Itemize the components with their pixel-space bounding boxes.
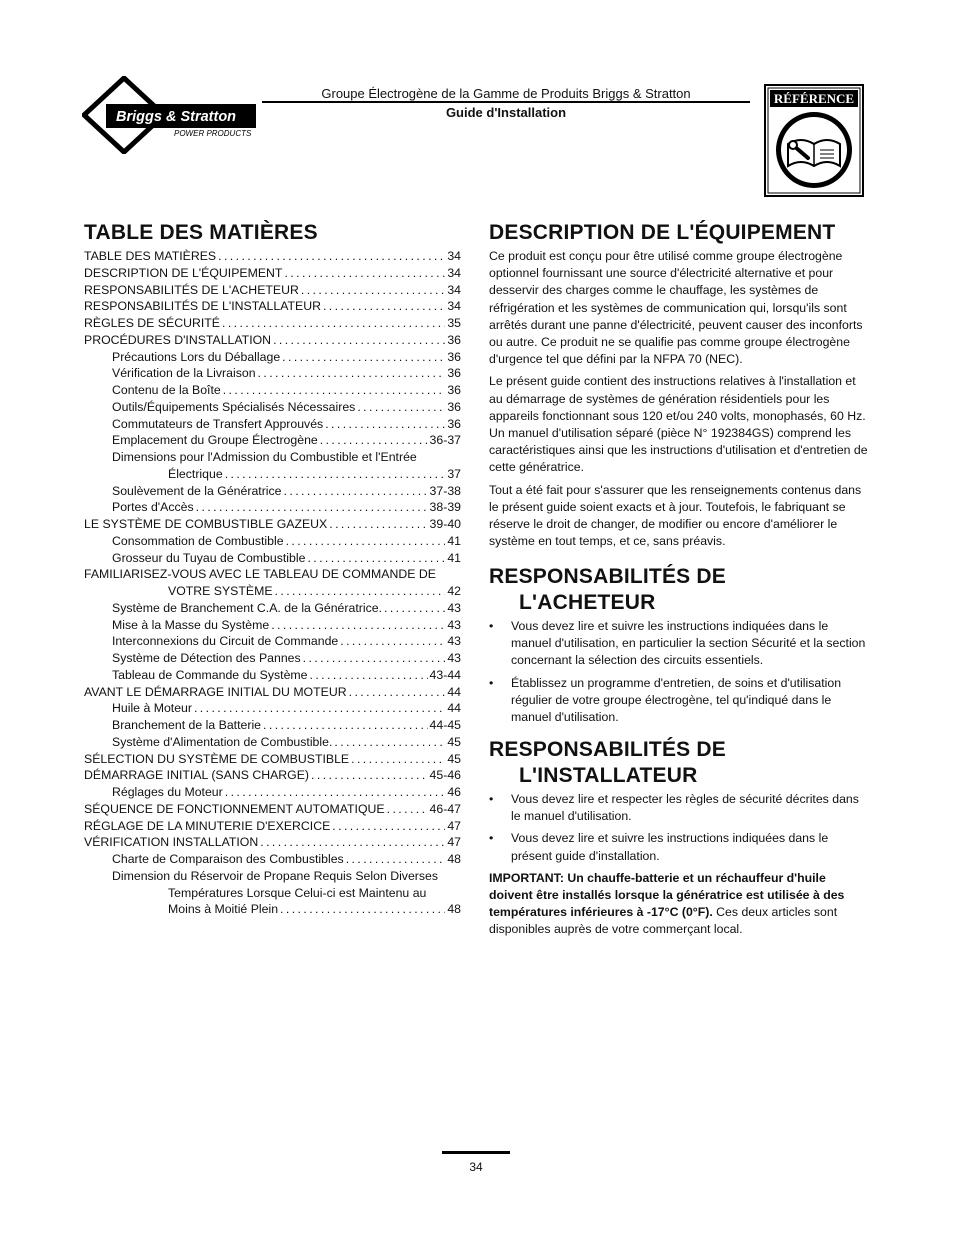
page-number: 34 [469,1160,483,1174]
toc-entry [84,734,461,751]
toc-entry [84,717,461,734]
toc-dot-leader [351,751,445,768]
toc-entry-page: 36 [447,349,461,364]
toc-entry-label: Branchement de la Batterie [112,718,262,732]
installer-bullet: • Vous devez lire et suivre les instructions indiquées dans le présent guide d'installation. [489,830,871,864]
toc-entry-page: 34 [447,249,461,263]
toc-entry-label: RÉGLAGE DE LA MINUTERIE D'EXERCICE [84,818,331,833]
toc-entry-page: 43 [447,651,461,665]
toc-entry-page: 36 [447,399,461,414]
toc-dot-leader [387,801,428,818]
toc-entry-label: SÉQUENCE DE FONCTIONNEMENT AUTOMATIQUE [84,801,385,816]
description-heading: DESCRIPTION DE L'ÉQUIPEMENT [489,221,836,244]
toc-dot-leader [260,834,445,851]
toc-entry [84,483,461,500]
toc-entry [84,365,461,382]
toc-entry-label: VÉRIFICATION INSTALLATION [84,835,259,850]
toc-entry-label: Vérification de la Livraison [112,366,256,381]
toc-entry-page: 35 [447,316,461,330]
toc-dot-leader [284,483,428,500]
toc-dot-leader [271,617,445,634]
toc-entry-page: 43 [447,600,461,615]
toc-entry [84,449,461,466]
toc-entry [84,499,461,516]
toc-dot-leader [320,432,428,449]
toc-entry-page: 36 [447,366,461,381]
toc-entry [84,566,461,583]
description-paragraph: Le présent guide contient des instructions relatives à l'installation et au démarrage de systèmes de génération résidentiels pour les appareils fonctionnant sous 120 et/ou 240 volts, monophasés, 60 Hz. Un manuel d'utilisation séparé (pièce N° 192384GS) comprend les caractéristiques ainsi que les instructions d'utilisation et d'entretien de cette génératrice. [489,374,868,475]
toc-entry-label: LE SYSTÈME DE COMBUSTIBLE GAZEUX [84,517,328,531]
toc-entry-page: 36 [447,416,461,431]
toc-entry-label: Dimension du Réservoir de Propane Requis Selon Diverses [112,868,439,883]
description-body [489,248,871,555]
toc-dot-leader [323,298,445,315]
toc-dot-leader [218,248,445,265]
buyer-heading-line2: L'ACHETEUR [519,591,656,614]
important-note [489,870,871,939]
header-subtitle: Guide d'Installation [445,105,567,120]
toc-entry-page: 36 [447,383,461,397]
toc-dot-leader [263,717,428,734]
buyer-body [489,618,871,731]
logo-tagline-text: POWER PRODUCTS [174,129,252,138]
toc-entry [84,751,461,768]
toc-entry-label: Emplacement du Groupe Électrogène [112,433,318,448]
toc-entry-label: Soulèvement de la Génératrice [112,483,282,498]
header-divider [262,101,750,103]
toc-entry [84,332,461,349]
toc-entry-label: Dimensions pour l'Admission du Combustible et l'Entrée [112,450,417,464]
table-of-contents [84,248,461,918]
toc-entry-label: Système d'Alimentation de Combustible. [112,734,333,749]
toc-heading: TABLE DES MATIÈRES [84,221,318,244]
toc-entry [84,868,461,885]
buyer-heading-line1: RESPONSABILITÉS DE [489,565,726,588]
toc-dot-leader [384,600,445,617]
toc-entry [84,784,461,801]
toc-entry-page: 38-39 [429,500,461,515]
toc-entry-page: 46-47 [429,801,461,816]
toc-entry [84,265,461,282]
toc-dot-leader [282,349,445,366]
toc-entry-page: 46 [447,785,461,799]
toc-entry [84,700,461,717]
toc-entry-label: Électrique [168,466,223,481]
toc-dot-leader [307,550,445,567]
toc-entry-label: Grosseur du Tuyau de Combustible [112,550,306,565]
toc-entry-page: 34 [447,299,461,314]
toc-dot-leader [349,684,446,701]
toc-entry-label: Moins à Moitié Plein [168,902,279,917]
toc-entry [84,633,461,650]
toc-entry-page: 44 [447,684,461,699]
toc-dot-leader [329,516,427,533]
toc-entry-label: DESCRIPTION DE L'ÉQUIPEMENT [84,265,283,280]
toc-entry-page: 43 [447,634,461,649]
toc-dot-leader [301,282,445,299]
toc-entry [84,533,461,550]
installer-heading [489,737,726,789]
toc-dot-leader [357,399,445,416]
toc-entry [84,617,461,634]
description-paragraph: Tout a été fait pour s'assurer que les renseignements contenus dans le présent guide soient exacts et à jour. Toutefois, le fabriquant se réserve le droit de changer, de modifier ou encore d'améliorer le système en tout temps, et ce, sans préavis. [489,482,862,549]
toc-entry [84,282,461,299]
toc-entry-page: 45 [447,734,461,749]
toc-entry [84,399,461,416]
toc-entry [84,516,461,533]
toc-dot-leader [310,667,428,684]
toc-entry-label: Système de Branchement C.A. de la Génératrice. [112,600,382,615]
important-note-bold: IMPORTANT: Un chauffe-batterie et un réchauffeur d'huile doivent être installés lorsque la génératrice est utilisée à des températures inférieures à -17°C (0°F). [489,870,845,920]
reference-label: RÉFÉRENCE [773,91,855,106]
toc-dot-leader [346,851,446,868]
toc-entry-label: PROCÉDURES D'INSTALLATION [84,332,272,347]
toc-dot-leader [280,901,445,918]
toc-dot-leader [194,700,445,717]
toc-entry-label: RÈGLES DE SÉCURITÉ [84,316,220,330]
toc-dot-leader [196,499,428,516]
toc-dot-leader [273,332,445,349]
toc-entry-page: 41 [447,533,461,548]
toc-entry-page: 41 [447,550,461,565]
footer-divider [442,1151,510,1154]
toc-entry-label: Réglages du Moteur [112,785,223,799]
toc-dot-leader [222,315,445,332]
buyer-heading [489,564,726,616]
toc-dot-leader [340,633,445,650]
toc-entry-page: 44-45 [429,718,461,732]
toc-dot-leader [275,583,446,600]
toc-entry-label: RESPONSABILITÉS DE L'INSTALLATEUR [84,299,321,314]
toc-entry-label: SÉLECTION DU SYSTÈME DE COMBUSTIBLE [84,751,350,766]
header-title: Groupe Électrogène de la Gamme de Produits Briggs & Stratton [321,86,691,101]
toc-entry-page: 36-37 [429,433,461,448]
toc-entry [84,382,461,399]
toc-dot-leader [303,650,446,667]
toc-dot-leader [225,784,446,801]
toc-entry [84,767,461,784]
toc-entry-page: 39-40 [429,517,461,531]
logo-brand-text: Briggs & Stratton [116,109,237,125]
buyer-bullet: • Vous devez lire et suivre les instructions indiquées dans le manuel d'utilisation, en particulier la section Sécurité et la section concernant la sélection des circuits essentiels. [489,618,871,670]
toc-dot-leader [225,466,446,483]
toc-entry [84,885,461,902]
toc-entry-page: 43 [447,617,461,632]
toc-entry-page: 44 [447,701,461,716]
toc-entry [84,349,461,366]
description-paragraph: Ce produit est conçu pour être utilisé comme groupe électrogène optionnel fournissant une source d'électricité alternative et pour desservir des charges comme le chauffage, les systèmes de réfrigération et les systèmes de communication qui, lorsqu'ils sont arrêtés durant une panne d'électricité, peuvent causer des inconforts ou autre. Ce produit ne se qualifie pas comme groupe électrogène d'urgence tel que défini par la NFPA 70 (NEC). [489,249,863,367]
toc-entry-page: 43-44 [429,667,461,682]
installer-heading-line1: RESPONSABILITÉS DE [489,738,726,761]
toc-entry [84,600,461,617]
toc-entry [84,416,461,433]
toc-entry [84,801,461,818]
toc-entry [84,583,461,600]
toc-entry-page: 45 [447,751,461,766]
toc-entry-page: 36 [447,332,461,347]
toc-entry-label: TABLE DES MATIÈRES [84,249,217,263]
toc-entry-label: Tableau de Commande du Système [112,667,308,682]
toc-dot-leader [332,818,445,835]
toc-dot-leader [311,767,428,784]
toc-entry-page: 48 [447,902,461,917]
toc-entry-label: FAMILIARISEZ-VOUS AVEC LE TABLEAU DE COMMANDE DE [84,567,436,582]
toc-entry [84,901,461,918]
toc-dot-leader [286,533,446,550]
toc-entry [84,432,461,449]
toc-entry-label: Système de Détection des Pannes [112,651,301,665]
toc-entry [84,298,461,315]
toc-entry [84,851,461,868]
toc-dot-leader [223,382,446,399]
toc-entry [84,684,461,701]
toc-entry [84,466,461,483]
toc-entry [84,818,461,835]
toc-dot-leader [284,265,445,282]
book-wrench-icon [776,112,852,188]
toc-entry-page: 45-46 [429,768,461,783]
toc-entry-label: AVANT LE DÉMARRAGE INITIAL DU MOTEUR [84,684,347,699]
installer-bullet: • Vous devez lire et respecter les règles de sécurité décrites dans le manuel d'utilisation. [489,791,871,825]
reference-badge [764,84,864,197]
briggs-stratton-logo [82,76,260,154]
toc-entry-label: Précautions Lors du Déballage [112,349,281,364]
toc-entry [84,650,461,667]
toc-entry [84,248,461,265]
toc-entry [84,315,461,332]
buyer-bullet: • Établissez un programme d'entretien, de soins et d'utilisation régulier de votre groupe électrogène, tel qu'indiqué dans le manuel d'utilisation. [489,675,871,727]
installer-body [489,791,871,944]
toc-entry-page: 47 [447,835,461,850]
toc-entry-label: Portes d'Accès [112,500,194,515]
toc-entry-label: DÉMARRAGE INITIAL (SANS CHARGE) [84,768,310,783]
toc-entry-page: 42 [447,584,461,598]
installer-heading-line2: L'INSTALLATEUR [519,764,698,787]
toc-entry-page: 37 [447,466,461,481]
toc-entry-label: Interconnexions du Circuit de Commande [112,634,339,649]
toc-entry-label: RESPONSABILITÉS DE L'ACHETEUR [84,282,299,297]
toc-entry-label: Températures Lorsque Celui-ci est Maintenu au [168,885,427,900]
toc-entry-label: Huile à Moteur [112,701,192,716]
important-note-rest: Ces deux articles sont disponibles auprès de votre commerçant local. [489,905,838,937]
toc-entry-label: Mise à la Masse du Système [112,617,270,632]
toc-entry-label: Contenu de la Boîte [112,383,221,397]
toc-entry-label: Charte de Comparaison des Combustibles [112,852,344,866]
toc-entry [84,550,461,567]
toc-entry-label: VOTRE SYSTÈME [168,584,273,598]
toc-entry-page: 34 [447,282,461,297]
toc-entry-label: Outils/Équipements Spécialisés Nécessaires [112,399,356,414]
toc-entry-label: Commutateurs de Transfert Approuvés [112,416,324,431]
toc-entry-page: 37-38 [429,483,461,498]
toc-dot-leader [325,416,445,433]
toc-entry [84,667,461,684]
toc-entry-page: 47 [447,818,461,833]
toc-entry-page: 48 [447,852,461,866]
toc-dot-leader [334,734,445,751]
toc-dot-leader [258,365,446,382]
toc-entry-page: 34 [447,265,461,280]
toc-entry-label: Consommation de Combustible [112,533,284,548]
toc-entry [84,834,461,851]
